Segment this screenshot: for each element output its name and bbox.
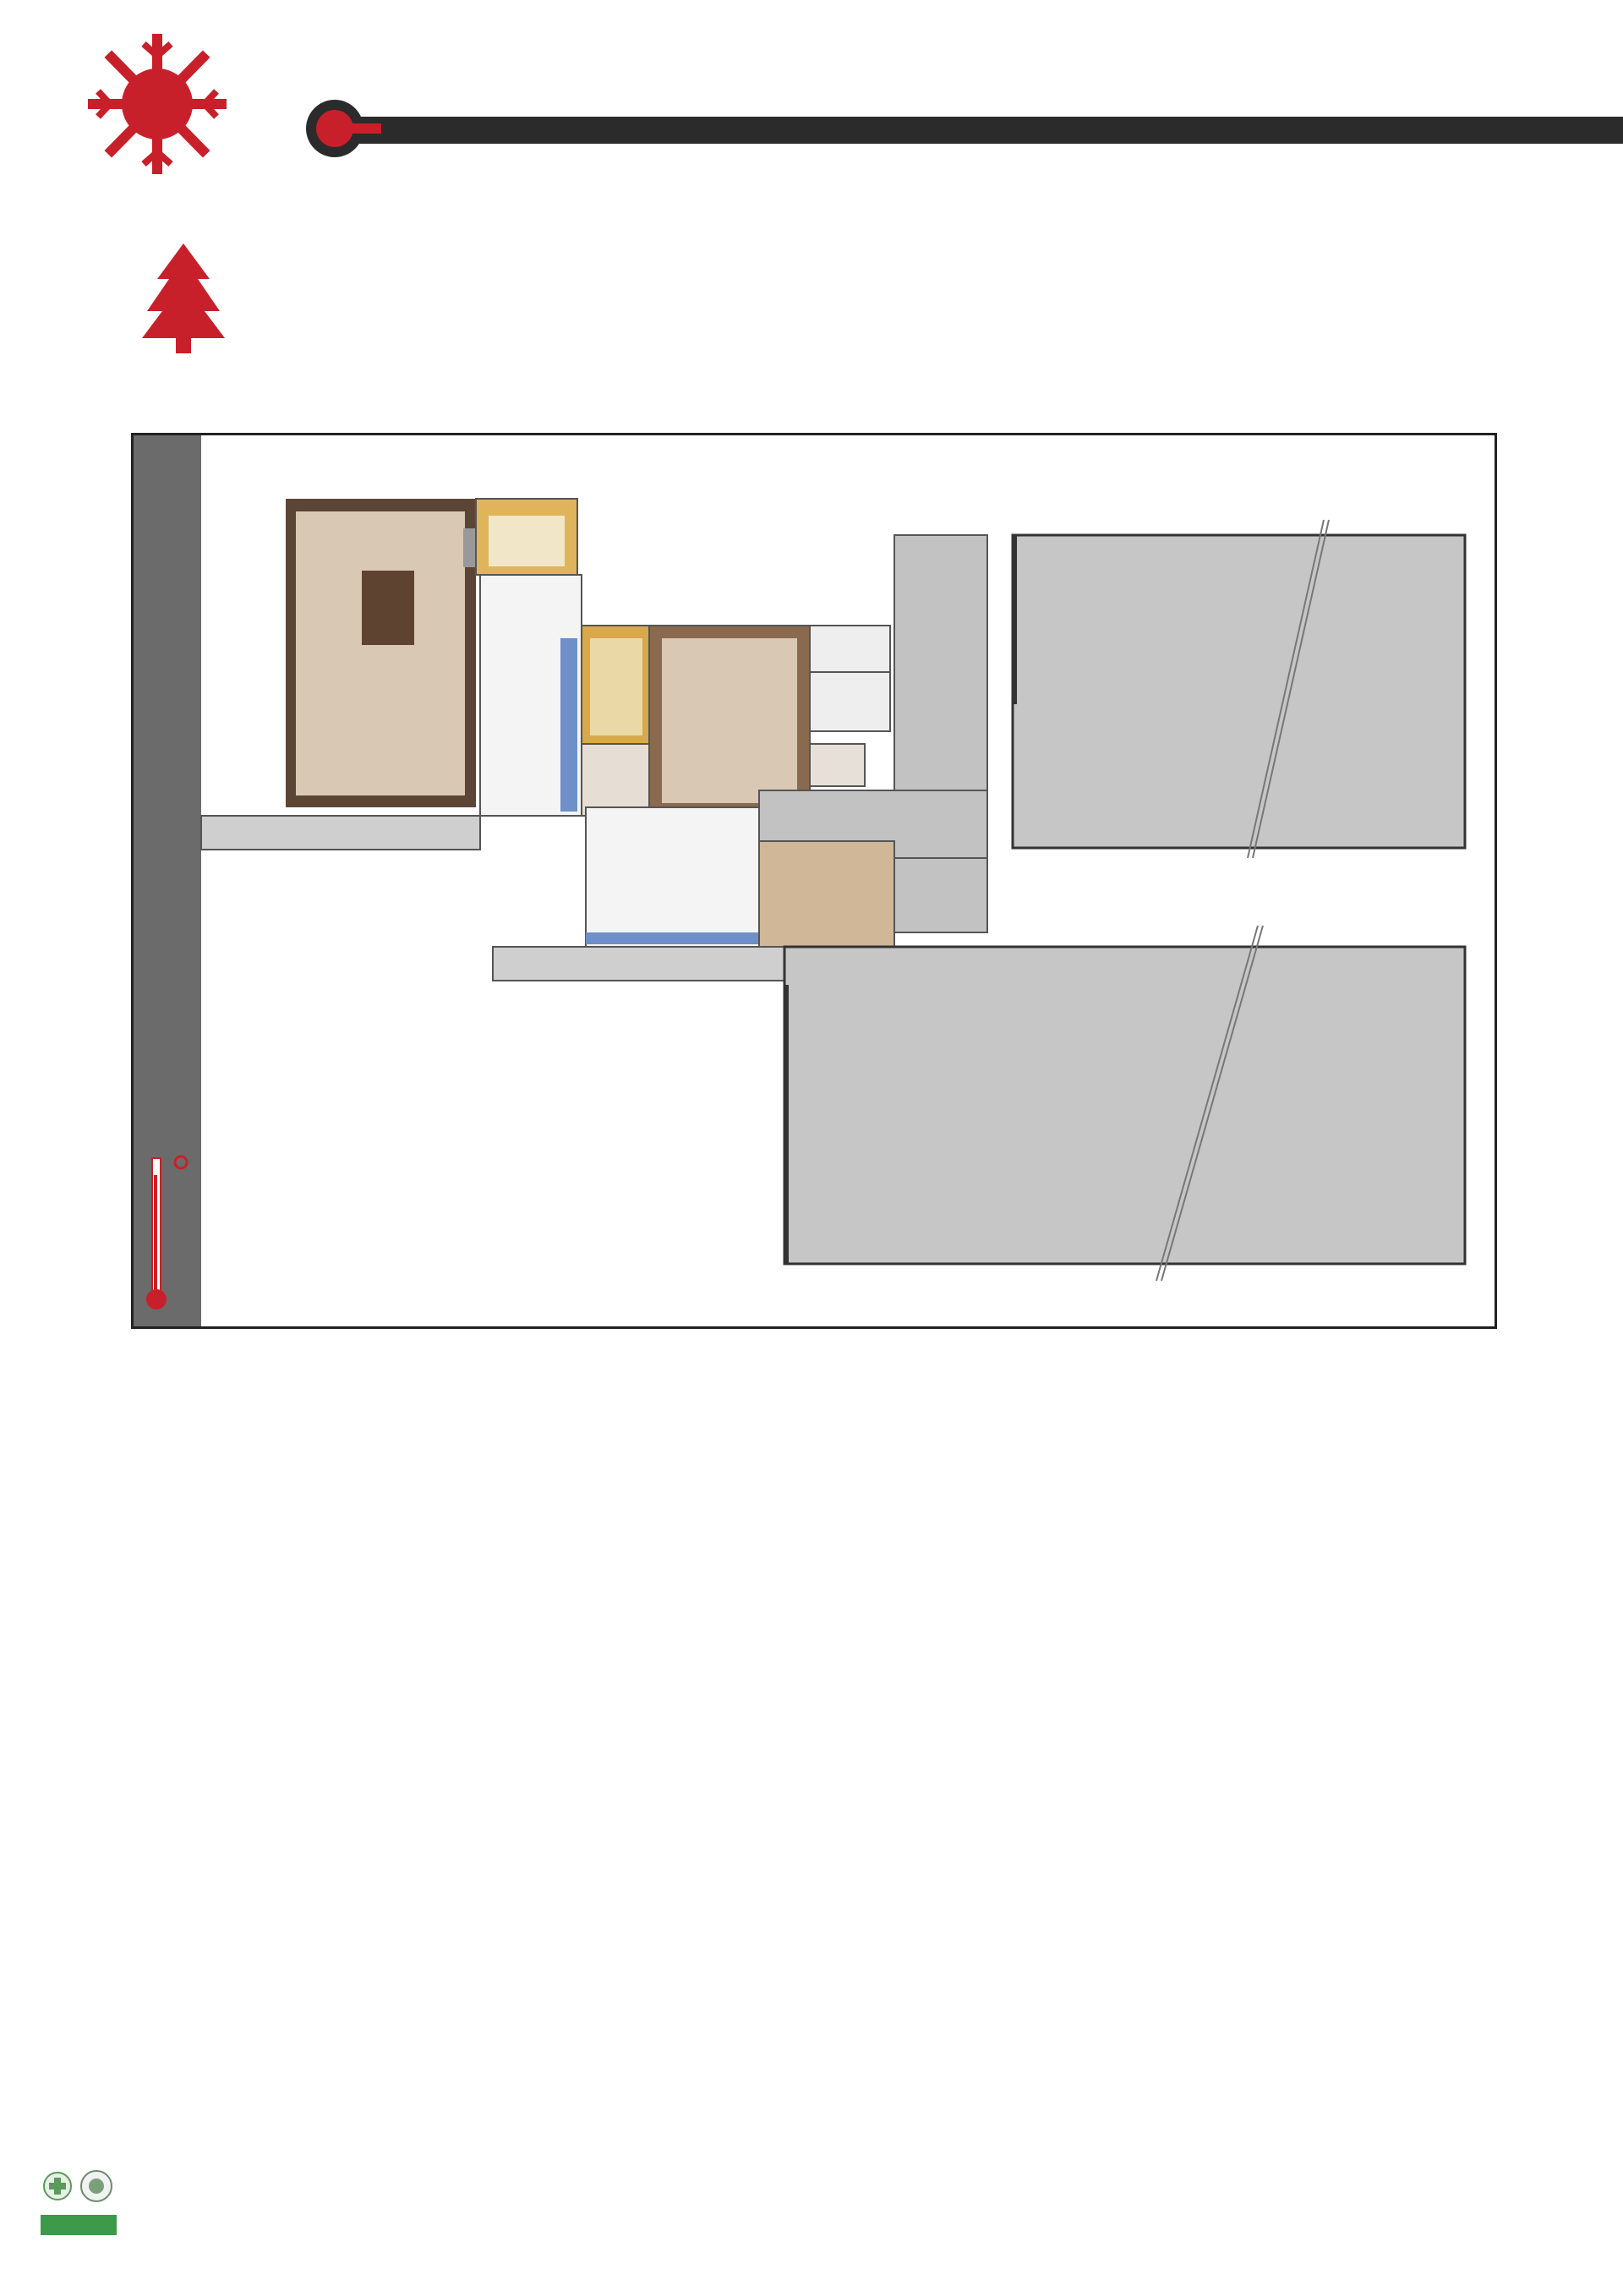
snowflake-icon: [81, 32, 233, 176]
tree-icon: [142, 243, 225, 353]
certification-logos: [41, 2169, 125, 2203]
org-badge: [41, 2215, 117, 2235]
thermometer-bar-icon: [298, 85, 1623, 161]
floor-plan: [131, 433, 1497, 1329]
